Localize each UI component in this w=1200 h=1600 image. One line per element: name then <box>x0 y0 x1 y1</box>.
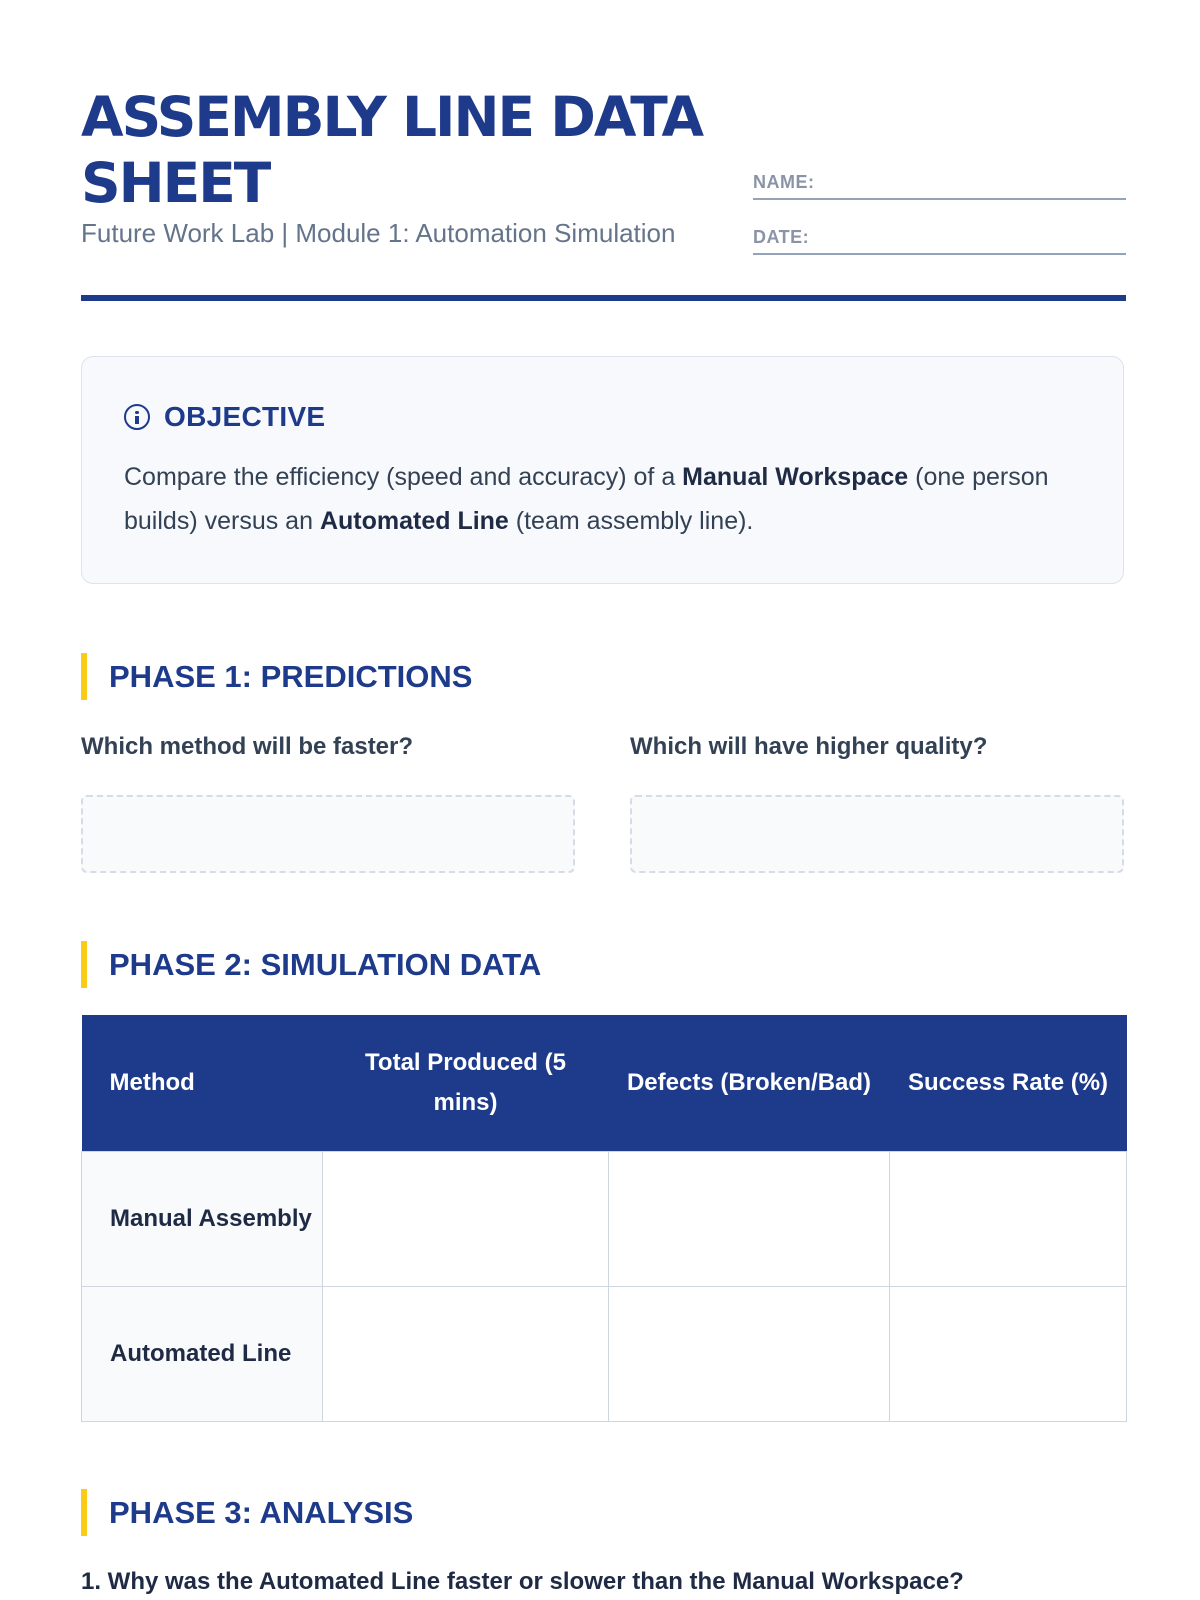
row-label-automated-line: Automated Line <box>82 1286 323 1421</box>
automated-line-term: Automated Line <box>319 507 509 535</box>
cell-manual-defects[interactable] <box>609 1151 890 1286</box>
name-label: NAME: <box>753 172 815 192</box>
phase1-heading: PHASE 1: PREDICTIONS <box>81 653 472 700</box>
phase3-heading: PHASE 3: ANALYSIS <box>81 1489 413 1536</box>
prediction-answer-speed[interactable] <box>81 795 575 873</box>
row-label-manual-assembly: Manual Assembly <box>82 1151 323 1286</box>
header-divider <box>81 295 1126 301</box>
table-header-row <box>82 1015 1127 1151</box>
objective-text-part: Compare the efficiency (speed and accuracy) of a <box>124 463 683 491</box>
cell-automated-total-produced[interactable] <box>323 1286 609 1421</box>
objective-text-part: (one person builds) versus an <box>124 463 1049 535</box>
column-header-success-rate: Success Rate (%) <box>890 1015 1127 1151</box>
cell-manual-success-rate[interactable] <box>890 1151 1127 1286</box>
phase2-heading: PHASE 2: SIMULATION DATA <box>81 941 541 988</box>
prediction-answer-quality[interactable] <box>630 795 1124 873</box>
prediction-question-quality: Which will have higher quality? <box>630 733 988 760</box>
objective-text-part: (team assembly line). <box>508 507 754 535</box>
page-title: ASSEMBLY LINE DATA SHEET <box>81 85 703 215</box>
objective-header <box>124 401 1083 433</box>
name-field[interactable] <box>753 168 1126 200</box>
column-header-method: Method <box>82 1015 323 1151</box>
objective-text <box>124 455 1083 543</box>
analysis-question-1: 1. Why was the Automated Line faster or slower than the Manual Workspace? <box>81 1568 964 1595</box>
info-icon <box>124 404 150 430</box>
cell-automated-defects[interactable] <box>609 1286 890 1421</box>
page-subtitle: Future Work Lab | Module 1: Automation Simulation <box>81 218 676 248</box>
date-label: DATE: <box>753 227 810 247</box>
simulation-data-table <box>81 1015 1127 1422</box>
prediction-question-speed: Which method will be faster? <box>81 733 414 760</box>
manual-workspace-term: Manual Workspace <box>682 463 909 491</box>
objective-panel <box>81 356 1124 584</box>
objective-title: OBJECTIVE <box>164 401 326 432</box>
column-header-total-produced: Total Produced (5 mins) <box>323 1015 609 1151</box>
cell-manual-total-produced[interactable] <box>323 1151 609 1286</box>
table-row <box>82 1286 1127 1421</box>
column-header-defects: Defects (Broken/Bad) <box>609 1015 890 1151</box>
cell-automated-success-rate[interactable] <box>890 1286 1127 1421</box>
date-field[interactable] <box>753 223 1126 255</box>
table-row <box>82 1151 1127 1286</box>
